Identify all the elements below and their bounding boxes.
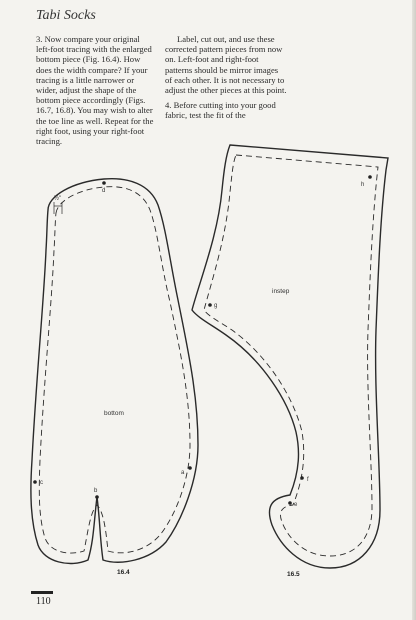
point-d-label: d xyxy=(102,188,106,194)
page-number: 110 xyxy=(36,596,51,607)
point-f-label: f xyxy=(307,477,309,483)
figure-16-5-caption: 16.5 xyxy=(287,571,300,578)
allowance-label: ½" xyxy=(54,196,62,202)
bottom-outer-outline xyxy=(31,179,198,564)
step-4-paragraph: 4. Before cutting into your good fabric, test the fit of the xyxy=(165,100,276,121)
instep-seam-line xyxy=(204,155,378,556)
point-h-dot xyxy=(368,175,372,179)
point-h-label: h xyxy=(361,182,365,188)
point-a-label: a xyxy=(181,470,185,476)
label-paragraph: Label, cut out, and use these corrected pattern pieces from now on. Left-foot and right-foot patterns should be mirror images of each other. It is not necessary to adjust the other pieces at this point. xyxy=(165,34,287,96)
point-c-label: c xyxy=(40,480,43,486)
point-c-dot xyxy=(33,480,37,484)
figure-16-4-caption: 16.4 xyxy=(117,569,130,576)
point-g-label: g xyxy=(214,303,218,309)
point-a-dot xyxy=(188,466,192,470)
page-number-rule xyxy=(31,591,53,594)
point-e-label: e xyxy=(294,502,298,508)
point-e-dot xyxy=(288,501,292,505)
running-header: Tabi Socks xyxy=(36,8,96,23)
figure-16-4 xyxy=(31,179,198,576)
bottom-piece-label: bottom xyxy=(104,410,124,417)
point-b-label: b xyxy=(94,488,98,494)
page-edge-shadow xyxy=(412,0,416,620)
figure-16-5 xyxy=(192,145,388,578)
point-g-dot xyxy=(208,303,212,307)
point-f-dot xyxy=(300,476,304,480)
point-d-dot xyxy=(102,181,106,185)
point-b-dot xyxy=(95,495,99,499)
step-3-paragraph: 3. Now compare your original left-foot tracing with the enlarged bottom piece (Fig. 16.4). How does the width compare? If your tracing is a little narrower or wider, adjust the shape of the bottom piece accordingly (Figs. 16.7, 16.8). You may wish to alter the toe line as well. Repeat for the right foot, using your right-foot tracing. xyxy=(36,34,154,147)
instep-piece-label: instep xyxy=(272,288,290,295)
